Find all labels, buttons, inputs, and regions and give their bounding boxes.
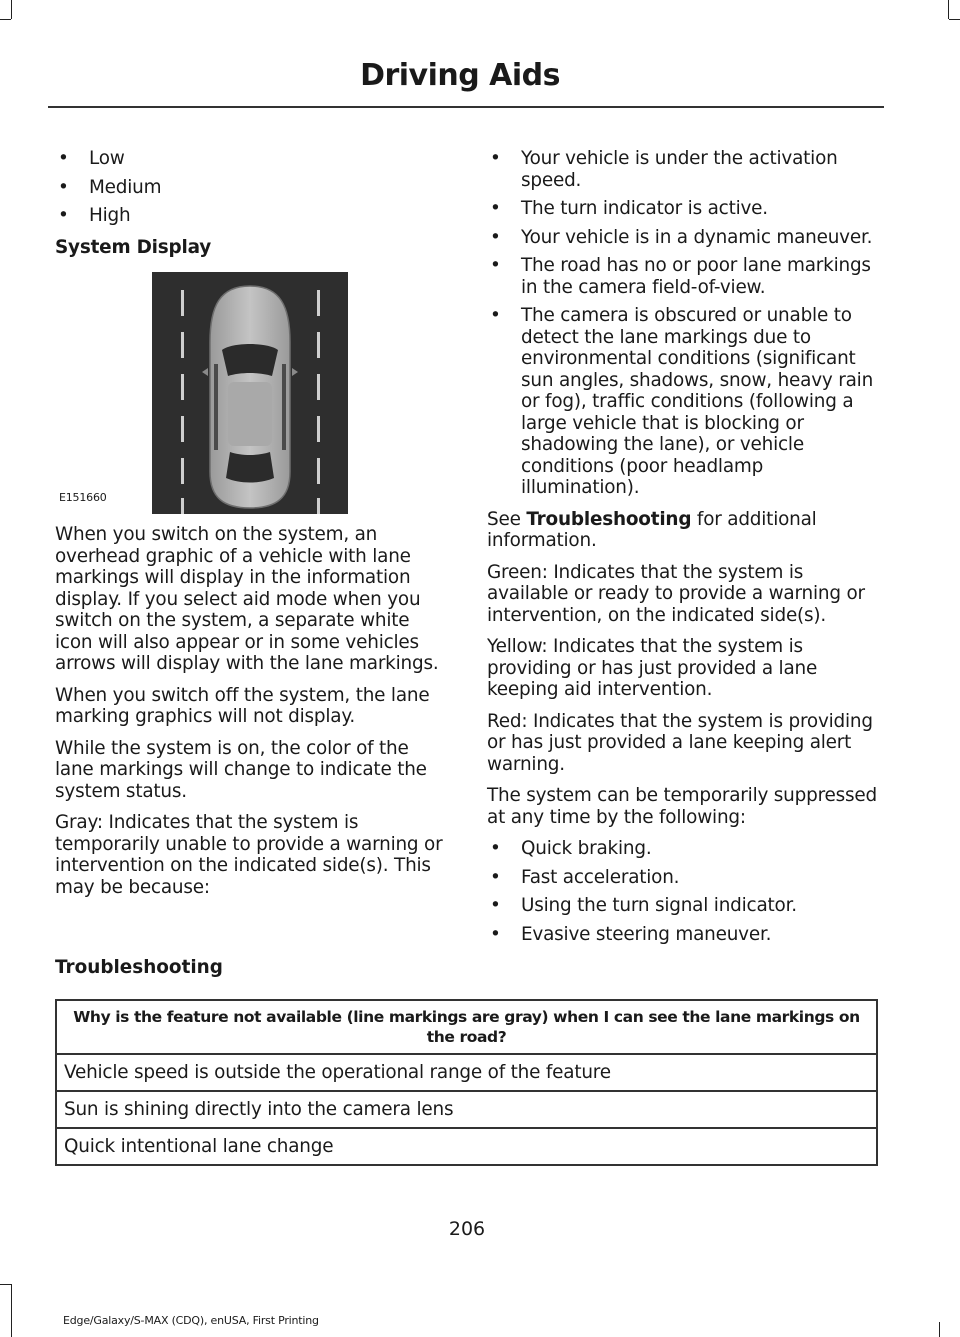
see-prefix: See [487, 508, 527, 530]
system-display-figure [55, 272, 447, 514]
reason-item: • The road has no or poor lane markings in the camera field-of-view. [487, 255, 881, 298]
crop-mark-bottom-left-v [11, 1284, 12, 1337]
crop-mark-top-left-h [0, 19, 11, 20]
paragraph-yellow: Yellow: Indicates that the system is providing or has just provided a lane keeping aid intervention. [487, 636, 818, 700]
header-rule [48, 106, 884, 108]
reason-item: • Your vehicle is in a dynamic maneuver. [487, 227, 881, 249]
right-column [487, 148, 881, 955]
lane-display-graphic [152, 272, 348, 514]
see-suffix: for additional information. [487, 508, 817, 551]
suppress-item: • Evasive steering maneuver. [487, 924, 881, 946]
table-question: Why is the feature not available (line markings are gray) when I can see the lane markings on the road? [56, 1000, 877, 1054]
table-row [56, 1091, 877, 1128]
troubleshooting-title: Troubleshooting [55, 957, 223, 978]
reason-item: • The turn indicator is active. [487, 198, 881, 220]
section-title-system-display: System Display [55, 236, 212, 258]
crop-mark-bottom-right-v [939, 1322, 940, 1337]
crop-mark-top-left-v [11, 0, 12, 19]
reason-item: • The camera is obscured or unable to detect the lane markings due to environmental conditions (significant sun angles, shadows, snow, heavy rain or fog), traffic conditions (following a large vehicle that is blocking or shadowing the lane), or vehicle conditions (poor headlamp illumination). [487, 305, 881, 499]
paragraph-red: Red: Indicates that the system is providing or has just provided a lane keeping alert warning. [487, 710, 873, 775]
edition-footer: Edge/Galaxy/S-MAX (CDQ), enUSA, First Printing [63, 1314, 319, 1327]
see-troubleshooting-paragraph [487, 509, 881, 552]
table-header-row [56, 1000, 877, 1054]
level-item: • High [55, 205, 447, 227]
left-column [55, 148, 447, 908]
table-cell: Quick intentional lane change [56, 1128, 877, 1165]
level-item: • Medium [55, 177, 447, 199]
table-cell: Vehicle speed is outside the operational range of the feature [56, 1054, 877, 1091]
level-list [55, 148, 447, 227]
page-header-title: Driving Aids [360, 58, 560, 93]
suppress-list [487, 838, 881, 945]
table-cell: Sun is shining directly into the camera lens [56, 1091, 877, 1128]
crop-mark-top-right-h [949, 19, 960, 20]
level-item: • Low [55, 148, 447, 170]
paragraph: While the system is on, the color of the lane markings will change to indicate the system status. [55, 737, 427, 802]
crop-mark-bottom-left-h [0, 1284, 11, 1285]
page-number: 206 [448, 1218, 486, 1240]
crop-mark-top-right-v [948, 0, 949, 19]
paragraph: When you switch on the system, an overhead graphic of a vehicle with lane markings will display in the information display. If you select aid mode when you switch on the system, a separate white icon will also appear or in some vehicles arrows will display with the lane markings. [55, 524, 439, 674]
paragraph-green: Green: Indicates that the system is available or ready to provide a warning or intervention, on the indicated side(s). [487, 561, 865, 626]
troubleshooting-reference: Troubleshooting [526, 508, 692, 530]
troubleshooting-table [55, 999, 878, 1166]
gray-reasons-list [487, 148, 881, 499]
figure-code: E151660 [59, 490, 107, 504]
reason-item: • Your vehicle is under the activation speed. [487, 148, 881, 191]
suppress-item: • Using the turn signal indicator. [487, 895, 881, 917]
paragraph-suppress: The system can be temporarily suppressed at any time by the following: [487, 785, 878, 828]
suppress-item: • Quick braking. [487, 838, 881, 860]
table-row [56, 1054, 877, 1091]
table-row [56, 1128, 877, 1165]
suppress-item: • Fast acceleration. [487, 867, 881, 889]
paragraph: Gray: Indicates that the system is temporarily unable to provide a warning or intervention on the indicated side(s). This may be because: [55, 812, 443, 898]
vehicle-overhead-icon [202, 286, 298, 508]
paragraph: When you switch off the system, the lane marking graphics will not display. [55, 684, 430, 727]
